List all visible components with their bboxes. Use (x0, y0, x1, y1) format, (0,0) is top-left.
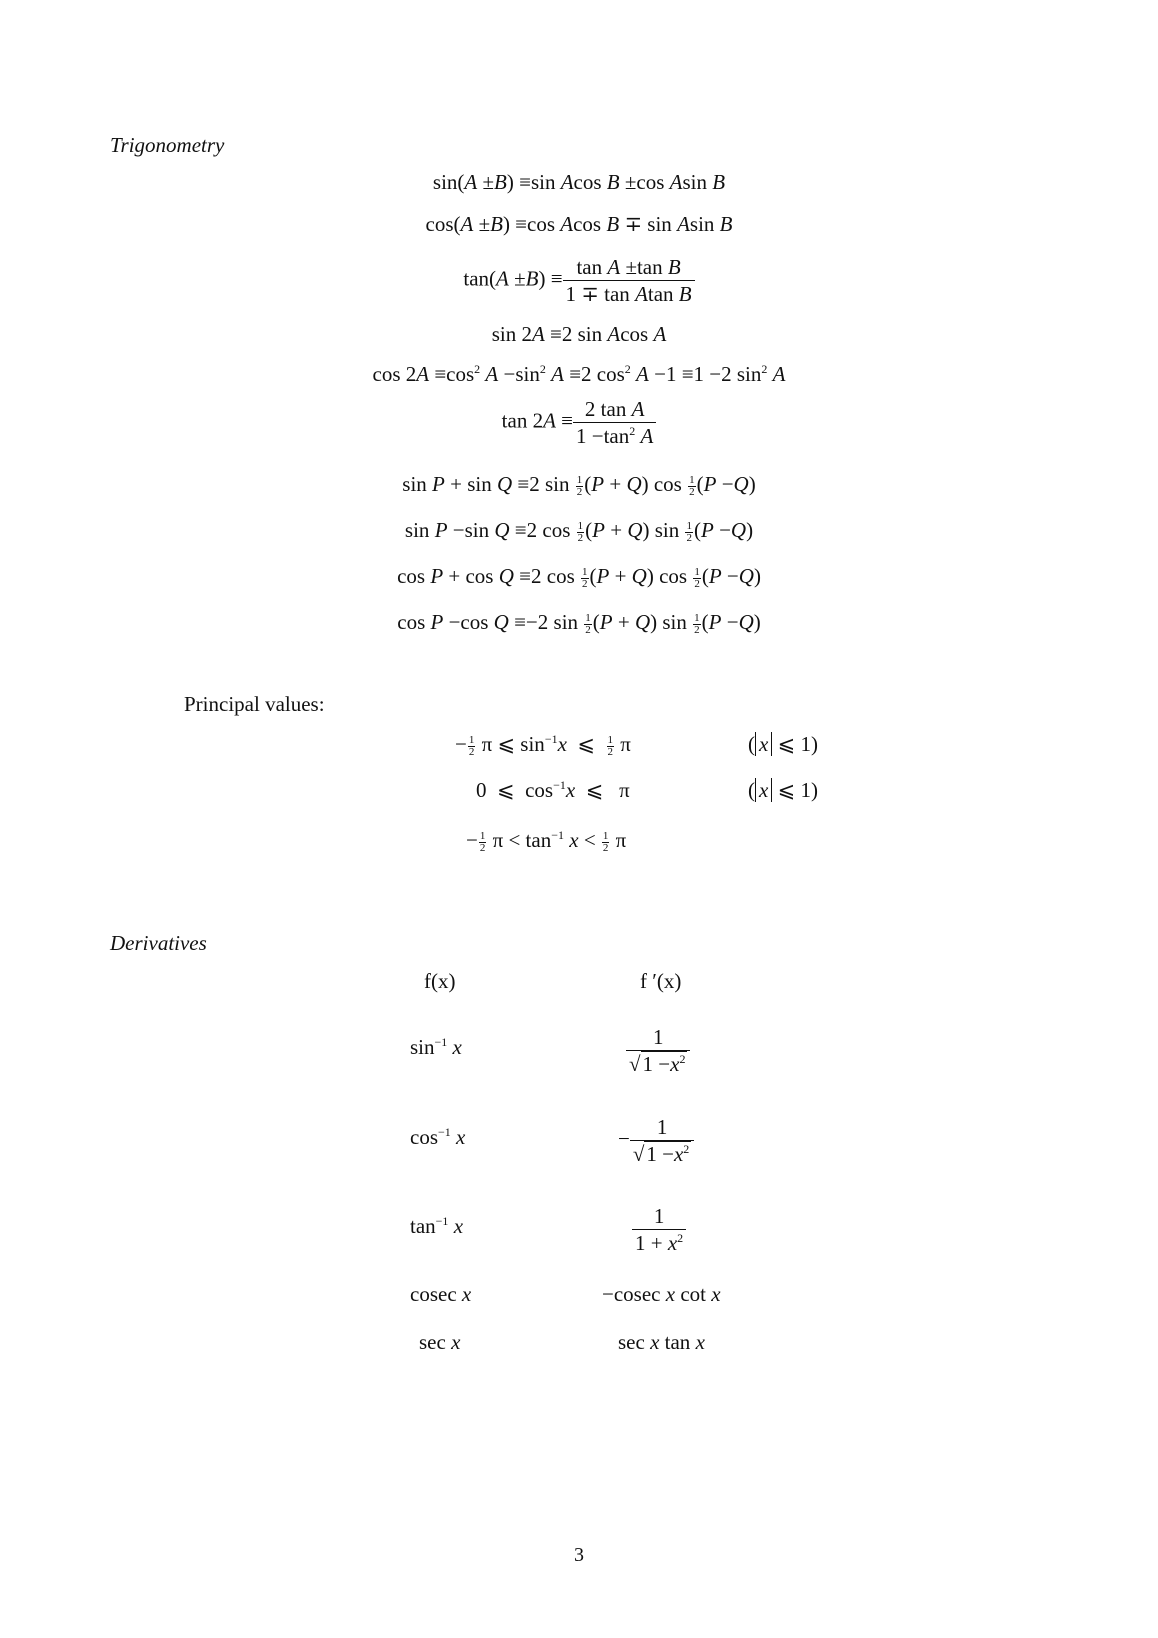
deriv-cosec-f: cosec x (410, 1282, 472, 1306)
sum-to-product-sin-minus: sin P −sin Q ≡2 cos $\frac{1}{2}$ (P + Q) sin $\frac{1}{2}$ (P −Q) (404, 518, 754, 544)
deriv-arctan-fprime: $\frac{1}{1 + x^2}$ (632, 1203, 686, 1256)
sum-to-product-sin-plus: sin P + sin Q ≡2 sin $\frac{1}{2}$ (P + Q) cos $\frac{1}{2}$ (P −Q) (402, 472, 756, 498)
principal-sin-condition: ( x ⩽ 1) (748, 732, 818, 756)
tan-sum-identity: tan(A ±B) ≡ $\frac{\text{tan A ±tan B}}{\text{1 ∓ tan Atan B}}$ (0, 254, 1158, 307)
deriv-arcsin-fprime: $\frac{1}{√1 -x^2}$ (626, 1024, 690, 1077)
cos-sum-identity: cos(A ±B) ≡cos Acos B ∓ sin Asin B (425, 212, 733, 236)
deriv-arccos-f: $\cos^{-1} x$ (410, 1125, 466, 1149)
sin-double-angle: sin 2A ≡2 sin Acos A (491, 322, 667, 346)
principal-sin-inverse: − $\frac{1}{2}$ π ⩽ $\sin^{-1}x$ ⩽ $\frac{1}{2}$ π (455, 732, 631, 758)
deriv-arcsin-f: $\sin^{-1} x$ (410, 1035, 462, 1059)
tan-double-angle: tan 2A ≡ $\frac{\text{2 tan A}}{1 -\tan^2 A}$ (0, 396, 1158, 449)
sum-to-product-cos-plus: cos P + cos Q ≡2 cos $\frac{1}{2}$ (P + Q) cos $\frac{1}{2}$ (P −Q) (397, 564, 761, 590)
deriv-arctan-f: $\tan^{-1} x$ (410, 1214, 464, 1238)
derivatives-col-f: f(x) (424, 969, 456, 993)
principal-values-label: Principal values: (184, 692, 325, 716)
deriv-sec-fprime: sec x tan x (618, 1330, 705, 1354)
sin-sum-identity: sin(A ±B) ≡sin Acos B ±cos Asin B (432, 170, 726, 194)
principal-cos-inverse: 0 ⩽ $\cos^{-1}x$ ⩽ π (476, 778, 630, 802)
derivatives-col-fprime: f ′(x) (640, 969, 682, 993)
cos-double-angle: $\cos 2A \equiv\cos^2$ $A -\sin^2$ A ≡2 $\cos^2 A -1 \equiv 1 -2$ $\sin^2 A$ (372, 362, 786, 386)
page-number: 3 (574, 1544, 584, 1566)
principal-tan-inverse: − $\frac{1}{2}$ $\pi < \tan^{-1} x$ < $\frac{1}{2}$ π (466, 828, 627, 854)
derivatives-heading: Derivatives (110, 931, 207, 955)
deriv-cosec-fprime: −cosec x cot x (602, 1282, 721, 1306)
deriv-sec-f: sec x (419, 1330, 461, 1354)
principal-cos-condition: ( x ⩽ 1) (748, 778, 818, 802)
trigonometry-heading: Trigonometry (110, 133, 225, 157)
sum-to-product-cos-minus: cos P −cos Q ≡−2 sin $\frac{1}{2}$ (P + Q) sin $\frac{1}{2}$ (P −Q) (397, 610, 761, 636)
deriv-arccos-fprime: − $\frac{1}{√1 -x^2}$ (618, 1114, 694, 1167)
